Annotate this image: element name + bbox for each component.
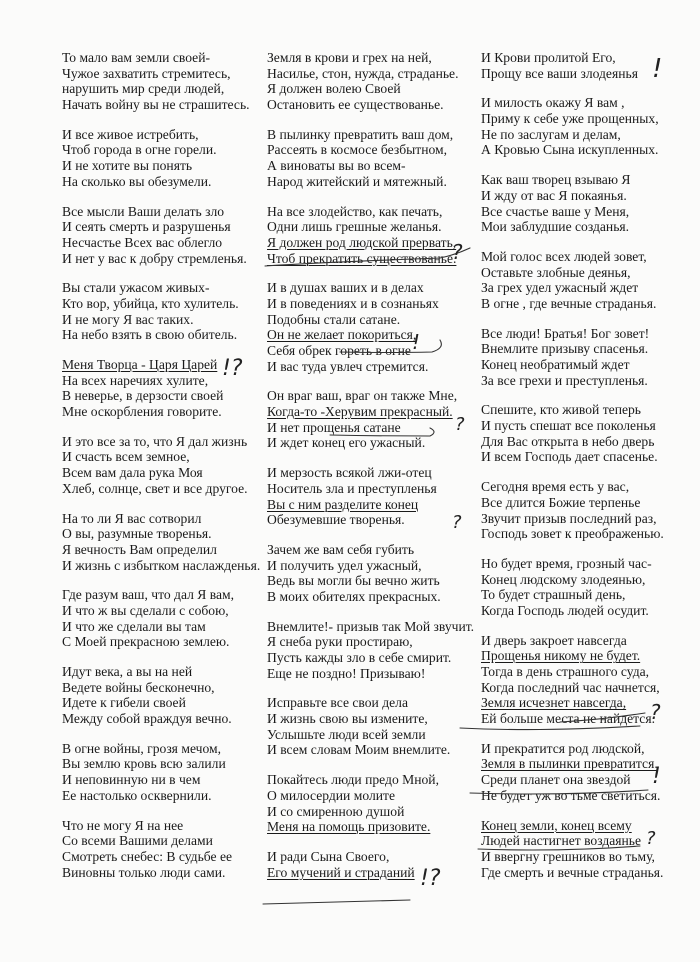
poem-line: За грех удел ужасный ждет [481, 280, 639, 296]
handwritten-mark: ? [455, 414, 465, 435]
poem-line: И нет у вас к добру стремленья. [62, 250, 247, 266]
poem-line: И счасть всем земное, [62, 449, 190, 465]
poem-line: И жду от вас Я покаянья. [481, 187, 627, 203]
poem-line: Прощенья никому не будет. [481, 648, 641, 664]
poem-line: И не хотите вы понять [62, 158, 193, 174]
poem-line: И что ж вы сделали с собою, [62, 602, 229, 618]
poem-line: Земля в крови и грех на ней, [267, 50, 432, 65]
poem-line: Что не могу Я на нее [62, 817, 184, 833]
handwritten-mark: ! [652, 54, 663, 84]
poem-line: Конец земли, конец всему [481, 817, 632, 833]
poem-line: Меня на помощь призовите. [267, 819, 431, 835]
poem-line: И пусть спешат все поколенья [481, 418, 656, 434]
poem-line: На то ли Я вас сотворил [62, 510, 202, 526]
poem-line: О милосердии молите [267, 787, 395, 803]
poem-line: На сколько вы обезумели. [62, 173, 212, 189]
poem-line: На небо взять в свою обитель. [62, 327, 238, 343]
poem-line: И нет прощенья сатане [267, 419, 401, 435]
handwritten-mark: ! [412, 330, 421, 354]
poem-line: И ради Сына Своего, [267, 848, 390, 864]
poem-line: И не могу Я вас таких. [62, 311, 194, 327]
poem-line: И прекратится род людской, [481, 740, 645, 756]
poem-line: Тогда в день страшного суда, [481, 664, 650, 679]
poem-line: И это все за то, что Я дал жизнь [62, 433, 248, 449]
poem-line: В пылинку превратить ваш дом, [267, 126, 454, 142]
handwritten-mark: ! [652, 764, 661, 789]
poem-line: Он враг ваш, враг он также Мне, [267, 388, 458, 404]
poem-line: Звучит призыв последний раз, [481, 510, 657, 526]
poem-line: И Крови пролитой Его, [481, 50, 616, 65]
poem-line: За все грехи и преступленья. [481, 372, 648, 388]
poem-line: Вы землю кровь всю залили [62, 756, 226, 772]
poem-line: И жизнь свою вы измените, [267, 711, 428, 727]
poem-line: Среди планет она звездой [481, 772, 631, 788]
poem-line: Насилье, стон, нужда, страданье. [267, 65, 459, 81]
poem-line: Чужое захватить стремитесь, [62, 65, 231, 81]
poem-line: Народ житейский и мятежный. [267, 173, 447, 189]
poem-line: нарушить мир среди людей, [62, 81, 225, 97]
poem-line: Идут века, а вы на ней [62, 664, 193, 679]
poem-line: Ведете войны бесконечно, [62, 679, 215, 695]
poem-line: И все живое истребить, [62, 126, 199, 142]
poem-line: И милость окажу Я вам , [481, 95, 625, 111]
poem-line: Исправьте все свои дела [267, 695, 408, 711]
pen-underline-stroke [263, 900, 410, 904]
poem-line: Где разум ваш, что дал Я вам, [62, 587, 235, 603]
poem-line: Одни лишь грешные желанья. [267, 219, 442, 235]
poem-line: Когда последний час начнется, [481, 679, 660, 695]
pen-underline-stroke [460, 726, 640, 730]
poem-line: Земля исчезнет навсегда, [481, 695, 627, 711]
poem-line: Кто вор, убийца, кто хулитель. [62, 295, 239, 311]
poem-line: Не по заслугам и делам, [481, 126, 621, 142]
handwritten-mark: !? [420, 866, 441, 891]
poem-line: И со смиренною душой [267, 803, 405, 819]
pen-underline-stroke [340, 340, 441, 353]
poem-line: Начать войну вы не страшитесь. [62, 97, 250, 113]
poem-line: Чтоб города в огне горели. [62, 142, 217, 158]
poem-line: Как ваш творец взываю Я [481, 172, 631, 188]
handwritten-mark: ? [650, 700, 661, 724]
poem-line: В неверье, в дерзости своей [62, 388, 224, 404]
poem-line: Вы с ним разделите конец [267, 496, 419, 512]
poem-line: И ждет конец его ужасный. [267, 435, 426, 451]
poem-line: Зачем же вам себя губить [267, 541, 415, 557]
poem-line: То будет страшный день, [481, 587, 626, 603]
poem-line: Подобны стали сатане. [267, 311, 401, 327]
poem-line: Он не желает покориться, [267, 327, 417, 343]
poem-line: Смотреть снебес: В судьбе ее [62, 848, 233, 864]
pen-underline-stroke [265, 248, 470, 266]
poem-line: И в душах ваших и в делах [267, 280, 424, 296]
poem-line: А Кровью Сына искупленных. [481, 142, 659, 158]
poem-line: Всем вам дала рука Моя [62, 465, 203, 481]
poem-line: Спешите, кто живой теперь [481, 402, 642, 418]
poem-line: И ввергну грешников во тьму, [481, 848, 655, 864]
poem-line: В огне войны, грозя мечом, [62, 740, 222, 756]
poem-line: Покайтесь люди предо Мной, [267, 772, 439, 788]
poem-line: Людей настигнет воздаянье [481, 833, 642, 849]
poem-line: И сеять смерть и разрушенья [62, 219, 231, 235]
poem-line: Оставьте злобные деянья, [481, 264, 631, 280]
handwritten-mark: !? [222, 356, 243, 381]
poem-line: Сегодня время есть у вас, [481, 479, 630, 495]
poem-line: Я должен волею Своей [267, 81, 401, 97]
poem-line: Меня Творца - Царя Царей [62, 357, 218, 372]
poem-line: В моих обителях прекрасных. [267, 588, 441, 604]
handwritten-mark: ? [452, 240, 463, 264]
poem-line: Со всеми Вашими делами [62, 833, 213, 849]
poem-line: Между собой враждуя вечно. [62, 711, 232, 727]
poem-line: Себя обрек гореть в огне [267, 343, 411, 358]
pen-underline-stroke [478, 846, 640, 850]
poem-line: Внемлите!- призыв так Мой звучит. [267, 618, 475, 634]
poem-line: Пусть кажды зло в себе смирит. [267, 650, 452, 665]
poem-line: Все счастье ваше у Меня, [481, 203, 630, 219]
poem-line: И получить удел ужасный, [267, 557, 422, 573]
pen-underline-stroke [560, 713, 645, 722]
poem-line: И неповинную ни в чем [62, 772, 201, 788]
poem-line: И что же сделали вы там [62, 618, 206, 634]
poem-line: Где смерть и вечные страданья. [481, 864, 664, 880]
poem-line: Несчастье Всех вас облегло [62, 234, 223, 250]
poem-line: Вы стали ужасом живых- [62, 280, 210, 296]
poem-line: И мерзость всякой лжи-отец [267, 465, 432, 481]
handwritten-mark: ? [452, 512, 462, 533]
poem-line: Ведь вы могли бы вечно жить [267, 573, 440, 589]
poem-line: Я должен род людской прервать, [267, 234, 457, 250]
poem-line: Когда Господь людей осудит. [481, 602, 649, 618]
pen-underline-stroke [330, 428, 434, 436]
poem-line: На все злодейство, как печать, [267, 203, 443, 219]
poem-line: Носитель зла и преступленья [267, 480, 437, 496]
poem-line: Я вечность Вам определил [62, 541, 217, 557]
poem-line: Приму к себе уже прощенных, [481, 111, 659, 127]
poem-line: Мне оскорбления говорите. [62, 404, 222, 420]
poem-line: Мои заблудшие созданья. [481, 219, 630, 235]
poem-line: Ей больше места не найдется. [481, 711, 655, 727]
poem-line: То мало вам земли своей- [62, 50, 211, 65]
poem-line: Хлеб, солнце, свет и все другое. [62, 480, 248, 496]
poem-line: И жизнь с избытком наслажденья. [62, 557, 261, 573]
poem-line: Все длится Божие терпенье [481, 494, 641, 510]
poem-line: Я снеба руки простираю, [267, 634, 413, 650]
poem-line: Для Вас открыта в небо дверь [481, 433, 655, 449]
poem-line: И вас туда увлеч стремится. [267, 358, 429, 374]
poem-line: Виновны только люди сами. [62, 864, 226, 880]
poem-line: Все люди! Братья! Бог зовет! [481, 325, 650, 341]
pen-underline-stroke [470, 790, 648, 794]
poem-line: Его мучений и страданий [267, 864, 415, 880]
poem-line: А виноваты вы во всем- [267, 158, 406, 174]
poem-line: С Моей прекрасною землею. [62, 634, 230, 650]
poem-line: И в поведениях и в сознаньях [267, 295, 439, 311]
poem-line: Прощу все ваши злодеянья [481, 65, 638, 81]
poem-line: Когда-то -Херувим прекрасный. [267, 404, 453, 420]
poem-line: Конец людскому злодеянью, [481, 571, 646, 587]
poem-line: Обезумевшие творенья. [267, 512, 405, 528]
poem-line: Еще не поздно! Призываю! [267, 665, 426, 681]
poem-line: Услышьте люди всей земли [267, 726, 426, 742]
poem-line: В огне , где вечные страданья. [481, 295, 657, 311]
poem-line: И всем словам Моим внемлите. [267, 742, 451, 758]
poem-line: О вы, разумные творенья. [62, 526, 212, 542]
poem-line: Чтоб прекратить существованье. [267, 250, 457, 266]
poem-line: Мой голос всех людей зовет, [481, 248, 647, 264]
poem-line: Конец необратимый ждет [481, 357, 630, 372]
poem-line: Господь зовет к преображенью. [481, 526, 664, 542]
poem-line: И всем Господь дает спасенье. [481, 449, 658, 465]
poem-line: И дверь закроет навсегда [481, 632, 627, 648]
poem-line: Внемлите призыву спасенья. [481, 341, 649, 357]
poem-line: Но будет время, грозный час- [481, 555, 652, 571]
poem-line: Не будет уж во тьме светиться. [481, 787, 661, 803]
poem-line: Остановить ее существованье. [267, 97, 444, 113]
poem-line: Все мысли Ваши делать зло [62, 203, 225, 219]
poem-line: Идете к гибели своей [62, 695, 186, 711]
handwritten-mark: ? [646, 828, 656, 849]
poem-line: Рассеять в космосе безбытном, [267, 142, 448, 158]
poem-line: Ее настолько осквернили. [62, 787, 212, 803]
poem-line: На всех наречиях хулите, [62, 372, 209, 388]
poem-line: Земля в пылинки превратится. [481, 756, 658, 772]
